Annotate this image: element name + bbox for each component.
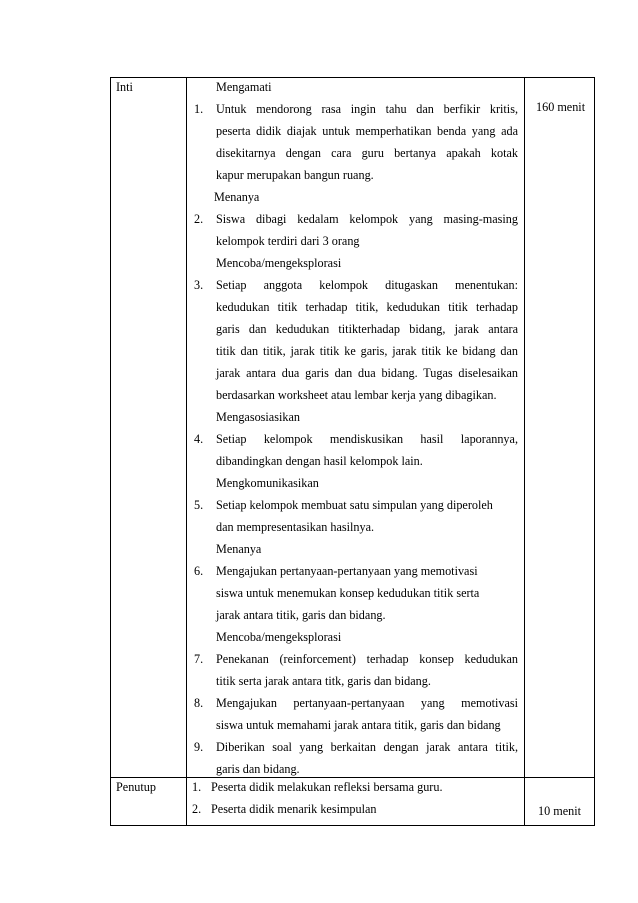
row-divider [110,777,595,778]
step-4-line-2: dibandingkan dengan hasil kelompok lain. [216,454,423,468]
heading-mengkomunikasikan: Mengkomunikasikan [216,476,319,490]
step-8-line-1: Mengajukan pertanyaan-pertanyaan yang memotivasi [216,696,518,710]
step-5-line-1: Setiap kelompok membuat satu simpulan yang diperoleh [216,498,493,512]
step-3-line-1: Setiap anggota kelompok ditugaskan menentukan: [216,278,518,292]
step-9-line-2: garis dan bidang. [216,762,300,776]
step-6-line-2: siswa untuk menemukan konsep kedudukan titik serta [216,586,480,600]
step-7-line-1: Penekanan (reinforcement) terhadap konsep kedudukan [216,652,518,666]
step-3-line-2: kedudukan titik terhadap titik, kedudukan titik terhadap [216,300,518,314]
heading-menanya: Menanya [214,190,260,204]
phase-cell-penutup: Penutup [116,780,156,794]
table-border-top [110,77,595,78]
closing-step-number-2: 2. [192,802,202,816]
step-number-6: 6. [194,564,204,578]
column-divider-2 [524,77,525,826]
table-border-bottom [110,825,595,826]
step-8-line-2: siswa untuk memahami jarak antara titik, garis dan bidang [216,718,501,732]
table-border-left [110,77,111,826]
step-number-2: 2. [194,212,204,226]
phase-cell-inti: Inti [116,80,133,94]
step-9-line-1: Diberikan soal yang berkaitan dengan jarak antara titik, [216,740,518,754]
step-6-line-1: Mengajukan pertanyaan-pertanyaan yang memotivasi [216,564,478,578]
step-1-line-3: disekitarnya dengan cara guru bertanya apakah kotak [216,146,518,160]
step-3-line-3: garis dan kedudukan titikterhadap bidang, jarak antara [216,322,518,336]
step-6-line-3: jarak antara titik, garis dan bidang. [216,608,386,622]
step-2-line-2: kelompok terdiri dari 3 orang [216,234,360,248]
step-3-line-5: jarak antara dua garis dan dua bidang. Tugas diselesaikan [216,366,518,380]
closing-step-1: Peserta didik melakukan refleksi bersama guru. [211,780,443,794]
time-cell-inti: 160 menit [536,100,586,114]
time-cell-penutup: 10 menit [538,804,581,818]
closing-step-2: Peserta didik menarik kesimpulan [211,802,377,816]
step-3-line-4: titik dan titik, jarak titik ke garis, jarak titik ke bidang dan [216,344,518,358]
step-4-line-1: Setiap kelompok mendiskusikan hasil laporannya, [216,432,518,446]
table-border-right [594,77,595,826]
step-number-3: 3. [194,278,204,292]
heading-mencoba-2: Mencoba/mengeksplorasi [216,630,342,644]
step-1-line-1: Untuk mendorong rasa ingin tahu dan berfikir kritis, [216,102,518,116]
step-number-4: 4. [194,432,204,446]
step-number-1: 1. [194,102,204,116]
heading-mengamati: Mengamati [216,80,272,94]
step-3-line-6: berdasarkan worksheet atau lembar kerja yang dibagikan. [216,388,497,402]
heading-mengasosiasikan: Mengasosiasikan [216,410,300,424]
step-number-8: 8. [194,696,204,710]
heading-mencoba: Mencoba/mengeksplorasi [216,256,342,270]
column-divider-1 [186,77,187,826]
step-7-line-2: titik serta jarak antara titk, garis dan bidang. [216,674,431,688]
step-number-7: 7. [194,652,204,666]
step-2-line-1: Siswa dibagi kedalam kelompok yang masing-masing [216,212,518,226]
step-1-line-2: peserta didik diajak untuk memperhatikan benda yang ada [216,124,518,138]
activity-table [110,77,595,826]
step-1-line-4: kapur merupakan bangun ruang. [216,168,374,182]
closing-step-number-1: 1. [192,780,202,794]
step-number-5: 5. [194,498,204,512]
heading-menanya-2: Menanya [216,542,262,556]
step-number-9: 9. [194,740,204,754]
step-5-line-2: dan mempresentasikan hasilnya. [216,520,375,534]
